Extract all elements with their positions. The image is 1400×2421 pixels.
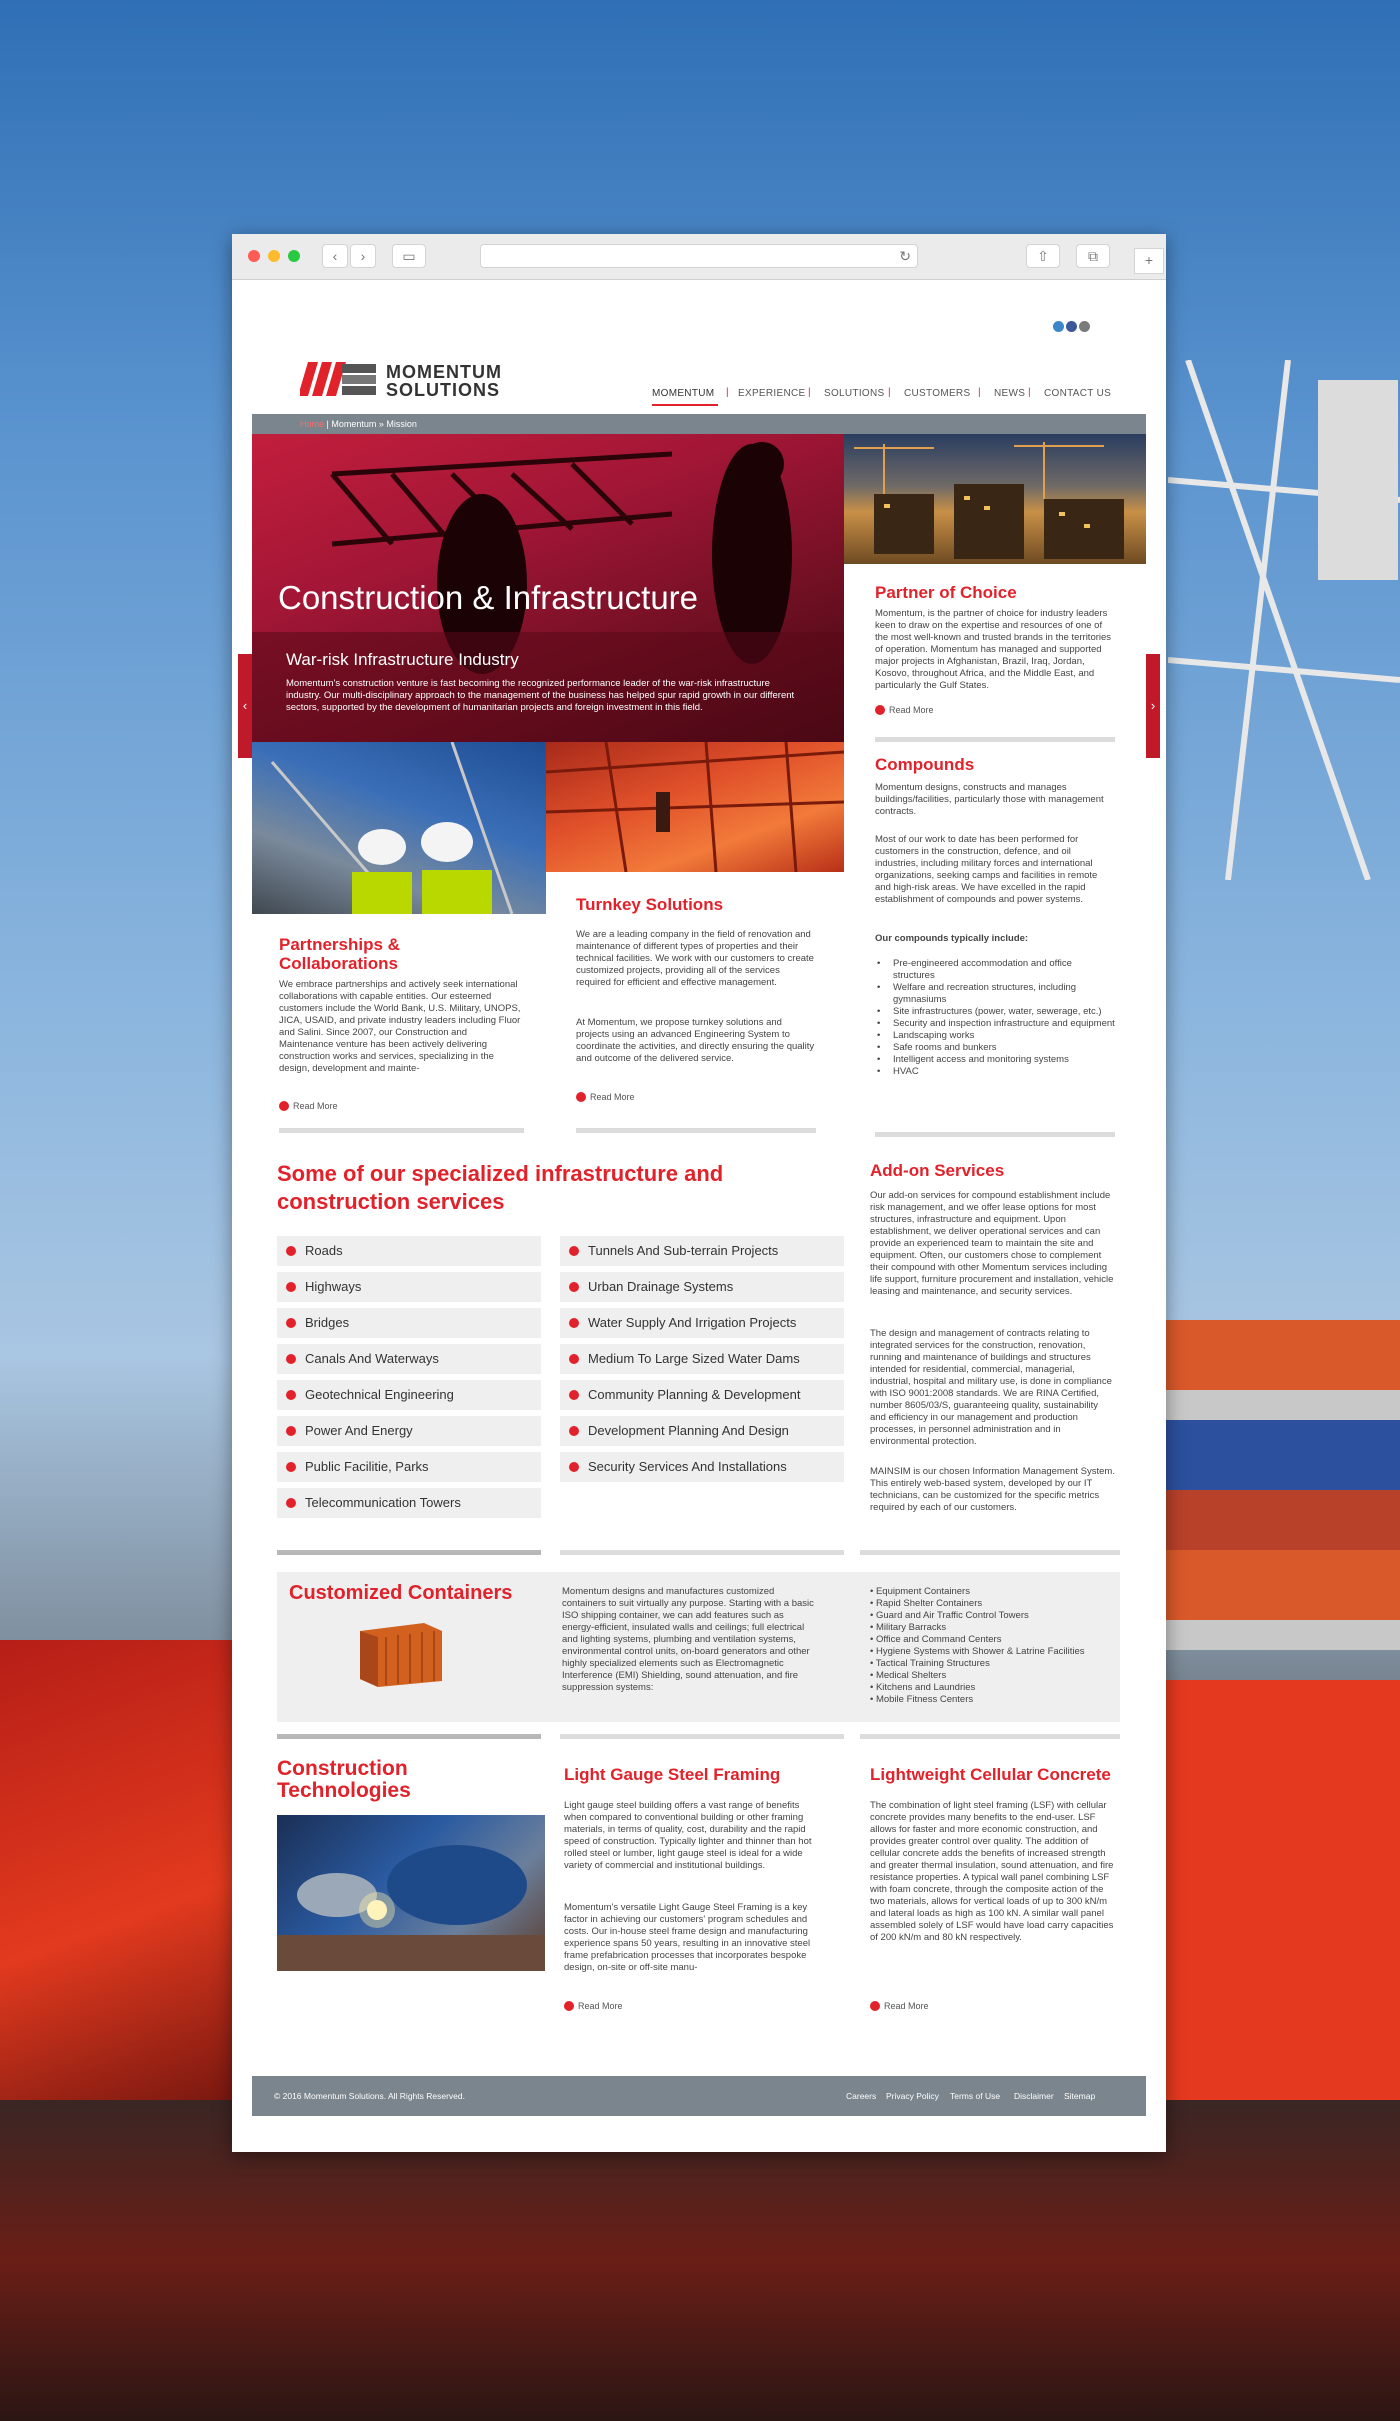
bullet-icon — [286, 1426, 296, 1436]
service-label: Geotechnical Engineering — [305, 1387, 454, 1402]
bullet-icon — [569, 1426, 579, 1436]
background-ship-bow — [0, 1640, 232, 2100]
browser-window — [232, 234, 1166, 2152]
nav-solutions[interactable]: SOLUTIONS — [824, 388, 885, 399]
hero-title: Construction & Infrastructure — [278, 579, 699, 616]
divider — [875, 737, 1115, 742]
service-label: Urban Drainage Systems — [588, 1279, 734, 1294]
list-item: • Kitchens and Laundries — [870, 1682, 976, 1693]
breadcrumb-home[interactable]: Home — [300, 419, 325, 429]
share-icon: ⇧ — [1037, 248, 1049, 264]
turnkey-read-more[interactable] — [576, 1092, 635, 1102]
divider — [277, 1734, 541, 1739]
nav-active-underline — [652, 404, 718, 406]
list-item: • Military Barracks — [870, 1622, 947, 1633]
hero-subtitle: War-risk Infrastructure Industry — [286, 650, 519, 669]
service-public-facilities[interactable] — [277, 1452, 541, 1482]
service-tunnels[interactable] — [560, 1236, 844, 1266]
hero-image — [252, 434, 844, 742]
service-label: Bridges — [305, 1315, 350, 1330]
bullet-icon — [286, 1282, 296, 1292]
bullet-icon — [569, 1390, 579, 1400]
list-item: • Pre-engineered accommodation and office structures — [877, 958, 1072, 981]
city-construction-image — [844, 434, 1146, 564]
footer-link-disclaimer[interactable]: Disclaimer — [1014, 2091, 1054, 2101]
bullet-icon — [569, 1318, 579, 1328]
addon-text-3: MAINSIM is our chosen Information Management System. This entirely web-based system, developed by our IT technicians, can be customized for the specific metrics required by each of our customers. — [870, 1466, 1115, 1513]
nav-contact-us[interactable]: CONTACT US — [1044, 388, 1112, 399]
lgsf-text-2: Momentum's versatile Light Gauge Steel Framing is a key factor in achieving our customers' program schedules and costs. Our in-house steel frame design and manufacturing experience spans 50 years, resulting in an innovative steel frame prefabrication processes that incorporates bespoke design, on-site or off-site manu- — [564, 1902, 811, 1973]
list-item: • Security and inspection infrastructure and equipment — [877, 1018, 1115, 1029]
containers-title: Customized Containers — [289, 1582, 513, 1604]
hero-next-arrow[interactable]: › — [1146, 654, 1160, 758]
nav-separator: | — [888, 387, 891, 398]
divider — [860, 1734, 1120, 1739]
containers-list — [870, 1586, 1110, 1706]
divider — [576, 1128, 816, 1133]
zoom-window-dot[interactable] — [288, 250, 300, 262]
partnerships-title-1: Partnerships & — [279, 935, 400, 954]
facebook-icon[interactable] — [1066, 321, 1077, 332]
background-crane — [1168, 360, 1400, 880]
service-label: Security Services And Installations — [588, 1459, 787, 1474]
nav-customers[interactable]: CUSTOMERS — [904, 388, 971, 399]
arrow-icon — [279, 1101, 289, 1111]
partnerships-text: We embrace partnerships and actively seek international collaborations with capable entities. Our esteemed customers include the World Bank, U.S. Military, UNOPS, JICA, USAID, and private industry leaders including Fluor and Salini. Since 2007, our Construction and Maintenance venture has been actively delivering construction works and services, specializing in the design, development and mainte- — [279, 979, 521, 1074]
read-more-label: Read More — [884, 2001, 929, 2011]
footer — [252, 2076, 1146, 2116]
turnkey-text-2: At Momentum, we propose turnkey solutions and projects using an advanced Engineering System to coordinate the activities, and directly ensuring the quality and outcome of the delivered service. — [576, 1017, 815, 1064]
footer-link-privacy[interactable]: Privacy Policy — [886, 2091, 939, 2101]
service-telecom[interactable] — [277, 1488, 541, 1518]
service-roads[interactable] — [277, 1236, 541, 1266]
addon-text-2: The design and management of contracts relating to integrated services for the construction, renovation, running and maintenance of buildings and structures intended for residential, commercial, managerial, industrial, hospital and military use, is done in compliance with ISO 9001:2008 standards. We are RINA Certified, number 8605/03/S, guaranteeing quality, sustainability and efficiency in our management and production processes, in personnel administration and in environmental protection. — [870, 1328, 1112, 1447]
lcc-title: Lightweight Cellular Concrete — [870, 1765, 1111, 1784]
arrow-icon — [576, 1092, 586, 1102]
share-button[interactable] — [1026, 244, 1060, 268]
footer-link-terms[interactable]: Terms of Use — [950, 2091, 1001, 2101]
bullet-icon — [569, 1462, 579, 1472]
nav-momentum[interactable]: MOMENTUM — [652, 388, 715, 399]
bullet-icon — [286, 1462, 296, 1472]
list-item: • HVAC — [877, 1066, 919, 1077]
turnkey-text-1: We are a leading company in the field of renovation and maintenance of different types of properties and their technical facilities. We work with our customers to create customized projects, providing all of the services required for efficient and effective management. — [576, 929, 814, 988]
addon-text-1: Our add-on services for compound establishment include risk management, and we offer lease options for most structures, infrastructure and equipment. Upon establishment, we deliver operational services and can provide an experienced team to maintain the site and equipment. Often, our customers chose to complement their compound with other Momentum services including life support, furniture procurement and installation, vehicle leasing and maintenance, and security services. — [870, 1190, 1114, 1297]
service-water-dams[interactable] — [560, 1344, 844, 1374]
breadcrumb — [252, 414, 1146, 434]
linkedin-icon[interactable] — [1079, 321, 1090, 332]
list-item: • Site infrastructures (power, water, sewerage, etc.) — [877, 1006, 1102, 1017]
read-more-label: Read More — [889, 705, 934, 715]
divider — [560, 1550, 844, 1555]
compounds-text-2: Most of our work to date has been performed for customers in the construction, defence, and oil industries, including military forces and international organizations, seeking camps and facilities in remote and high-risk areas. We have excelled in the rapid establishment of compounds and power systems. — [875, 834, 1098, 905]
service-label: Community Planning & Development — [588, 1387, 801, 1402]
lgsf-title: Light Gauge Steel Framing — [564, 1765, 781, 1784]
nav-separator: | — [1028, 387, 1031, 398]
service-community-planning[interactable] — [560, 1380, 844, 1410]
service-highways[interactable] — [277, 1272, 541, 1302]
service-power[interactable] — [277, 1416, 541, 1446]
arrow-icon — [564, 2001, 574, 2011]
logo-mark-icon — [300, 362, 382, 398]
service-label: Canals And Waterways — [305, 1351, 439, 1366]
service-label: Public Facilitie, Parks — [305, 1459, 429, 1474]
divider — [875, 1132, 1115, 1137]
list-item: • Guard and Air Traffic Control Towers — [870, 1610, 1029, 1621]
addon-title: Add-on Services — [870, 1161, 1005, 1180]
service-bridges[interactable] — [277, 1308, 541, 1338]
nav-separator: | — [978, 387, 981, 398]
list-item: • Equipment Containers — [870, 1586, 970, 1597]
read-more-label: Read More — [578, 2001, 623, 2011]
twitter-icon[interactable] — [1053, 321, 1064, 332]
bullet-icon — [286, 1318, 296, 1328]
social-icons — [1053, 321, 1093, 333]
list-item: • Intelligent access and monitoring systems — [877, 1054, 1069, 1065]
tabs-icon: ⧉ — [1088, 248, 1098, 264]
list-item: • Landscaping works — [877, 1030, 975, 1041]
browser-toolbar — [232, 234, 1166, 280]
workers-helmets-image — [252, 742, 546, 914]
lcc-text: The combination of light steel framing (LSF) with cellular concrete provides many benefits to the end-user. LSF allows for faster and more economic construction, and provides greater control over quality. The addition of cellular concrete adds the benefits of increased strength and greater thermal insulation, sound attenuation, and fire resistance properties. A typical wall panel combining LSF with foam concrete, through the composite action of the two materials, allows for vertical loads of up to 300 kN/m and lateral loads as high as 100 kN. A similar wall panel assembled solely of LSF would have load carry capacities of 200 kN/m and 80 kN respectively. — [870, 1800, 1114, 1943]
service-label: Medium To Large Sized Water Dams — [588, 1351, 800, 1366]
background-ship-hull — [1166, 1680, 1400, 2100]
service-label: Highways — [305, 1279, 362, 1294]
breadcrumb-separator: | — [326, 419, 329, 429]
bullet-icon — [569, 1246, 579, 1256]
compounds-text-1: Momentum designs, constructs and manages buildings/facilities, particularly those with management contracts. — [875, 782, 1104, 817]
divider — [277, 1550, 541, 1555]
read-more-label: Read More — [293, 1101, 338, 1111]
bullet-icon — [286, 1498, 296, 1508]
nav-separator: | — [726, 387, 729, 398]
brand-line2: SOLUTIONS — [386, 380, 501, 400]
partner-text: Momentum, is the partner of choice for industry leaders keen to draw on the expertise and resources of one of the most well-known and trusted brands in the territories of operation. Momentum has managed and supported major projects in Afghanistan, Brazil, Iraq, Jordan, Kosovo, throughout Africa, and the Middle East, and particularly the Gulf States. — [875, 608, 1112, 691]
service-label: Roads — [305, 1243, 343, 1258]
brand-logo[interactable] — [300, 360, 560, 400]
address-bar[interactable] — [480, 244, 918, 268]
service-geotechnical[interactable] — [277, 1380, 541, 1410]
footer-link-sitemap[interactable]: Sitemap — [1064, 2091, 1096, 2101]
reload-icon[interactable]: ↻ — [899, 248, 911, 264]
list-item: • Tactical Training Structures — [870, 1658, 990, 1669]
lgsf-read-more[interactable] — [564, 2001, 623, 2011]
footer-copyright: © 2016 Momentum Solutions. All Rights Reserved. — [274, 2091, 465, 2101]
close-window-dot[interactable] — [248, 250, 260, 262]
list-item: • Office and Command Centers — [870, 1634, 1002, 1645]
shipping-container-image — [354, 1617, 446, 1689]
hero-text: Momentum's construction venture is fast becoming the recognized performance leader of the war-risk infrastructure industry. Our multi-disciplinary approach to the management of the business has helped spur rapid growth in our different sectors, supported by the development of humanitarian projects and foreign investment in this field. — [286, 678, 795, 713]
service-urban-drainage[interactable] — [560, 1272, 844, 1302]
background-containers — [1166, 1320, 1400, 1650]
read-more-label: Read More — [590, 1092, 635, 1102]
bullet-icon — [286, 1354, 296, 1364]
compounds-title: Compounds — [875, 755, 975, 774]
bullet-icon — [569, 1282, 579, 1292]
tech-title-1: Construction — [277, 1757, 408, 1780]
breadcrumb-current: Momentum » Mission — [331, 419, 417, 429]
partner-title: Partner of Choice — [875, 583, 1017, 602]
list-item: • Hygiene Systems with Shower & Latrine Facilities — [870, 1646, 1085, 1657]
back-button[interactable]: ‹ — [322, 244, 348, 268]
list-item: • Medical Shelters — [870, 1670, 947, 1681]
list-item: • Rapid Shelter Containers — [870, 1598, 983, 1609]
compounds-list-title: Our compounds typically include: — [875, 933, 1029, 944]
services-title-1: Some of our specialized infrastructure and — [277, 1161, 724, 1186]
welding-image — [277, 1815, 545, 1971]
divider — [279, 1128, 524, 1133]
bullet-icon — [569, 1354, 579, 1364]
service-water-supply[interactable] — [560, 1308, 844, 1338]
new-tab-button[interactable]: + — [1134, 248, 1164, 274]
partner-read-more[interactable] — [875, 705, 934, 715]
partnerships-read-more[interactable] — [279, 1101, 338, 1111]
services-title-2: construction services — [277, 1189, 505, 1214]
service-development-planning[interactable] — [560, 1416, 844, 1446]
forward-button[interactable]: › — [350, 244, 376, 268]
sidebar-icon: ▭ — [402, 248, 416, 264]
service-label: Tunnels And Sub-terrain Projects — [588, 1243, 779, 1258]
nav-separator: | — [808, 387, 811, 398]
list-item: • Welfare and recreation structures, including gymnasiums — [877, 982, 1077, 1005]
service-security[interactable] — [560, 1452, 844, 1482]
service-label: Water Supply And Irrigation Projects — [588, 1315, 797, 1330]
brand-line1: MOMENTUM — [386, 362, 502, 382]
service-label: Development Planning And Design — [588, 1423, 789, 1438]
divider — [560, 1734, 844, 1739]
service-label: Telecommunication Towers — [305, 1495, 461, 1510]
bullet-icon — [286, 1390, 296, 1400]
hero-prev-arrow[interactable]: ‹ — [238, 654, 252, 758]
service-canals[interactable] — [277, 1344, 541, 1374]
bullet-icon — [286, 1246, 296, 1256]
containers-text: Momentum designs and manufactures customized containers to suit virtually any purpose. Starting with a basic ISO shipping container, we can add features such as energy-efficient, insulated walls and ceilings; full electrical and lighting systems, plumbing and ventilation systems, environmental control units, on-board generators and other highly specialized elements such as Electromagnetic Interference (EMI) Shielding, sound attenuation, and fire suppression systems: — [562, 1586, 814, 1693]
compounds-list — [875, 958, 1115, 1078]
arrow-icon — [870, 2001, 880, 2011]
sidebar-toggle-button[interactable] — [392, 244, 426, 268]
nav-experience[interactable]: EXPERIENCE — [738, 388, 806, 399]
minimize-window-dot[interactable] — [268, 250, 280, 262]
turnkey-title: Turnkey Solutions — [576, 895, 724, 914]
divider — [860, 1550, 1120, 1555]
red-interior-image — [546, 742, 844, 872]
lgsf-text-1: Light gauge steel building offers a vast range of benefits when compared to conventional building or other framing materials, in terms of quality, cost, durability and the rapid speed of construction. Typically lighter and thinner than hot rolled steel or lumber, light gauge steel is ideal for a wide variety of commercial and institutional buildings. — [564, 1800, 812, 1871]
footer-link-careers[interactable]: Careers — [846, 2091, 877, 2101]
partnerships-title-2: Collaborations — [279, 954, 399, 973]
service-label: Power And Energy — [305, 1423, 413, 1438]
list-item: • Safe rooms and bunkers — [877, 1042, 997, 1053]
list-item: • Mobile Fitness Centers — [870, 1694, 974, 1705]
arrow-icon — [875, 705, 885, 715]
nav-news[interactable]: NEWS — [994, 388, 1026, 399]
tech-title-2: Technologies — [277, 1779, 411, 1802]
lcc-read-more[interactable] — [870, 2001, 929, 2011]
tabs-button[interactable] — [1076, 244, 1110, 268]
